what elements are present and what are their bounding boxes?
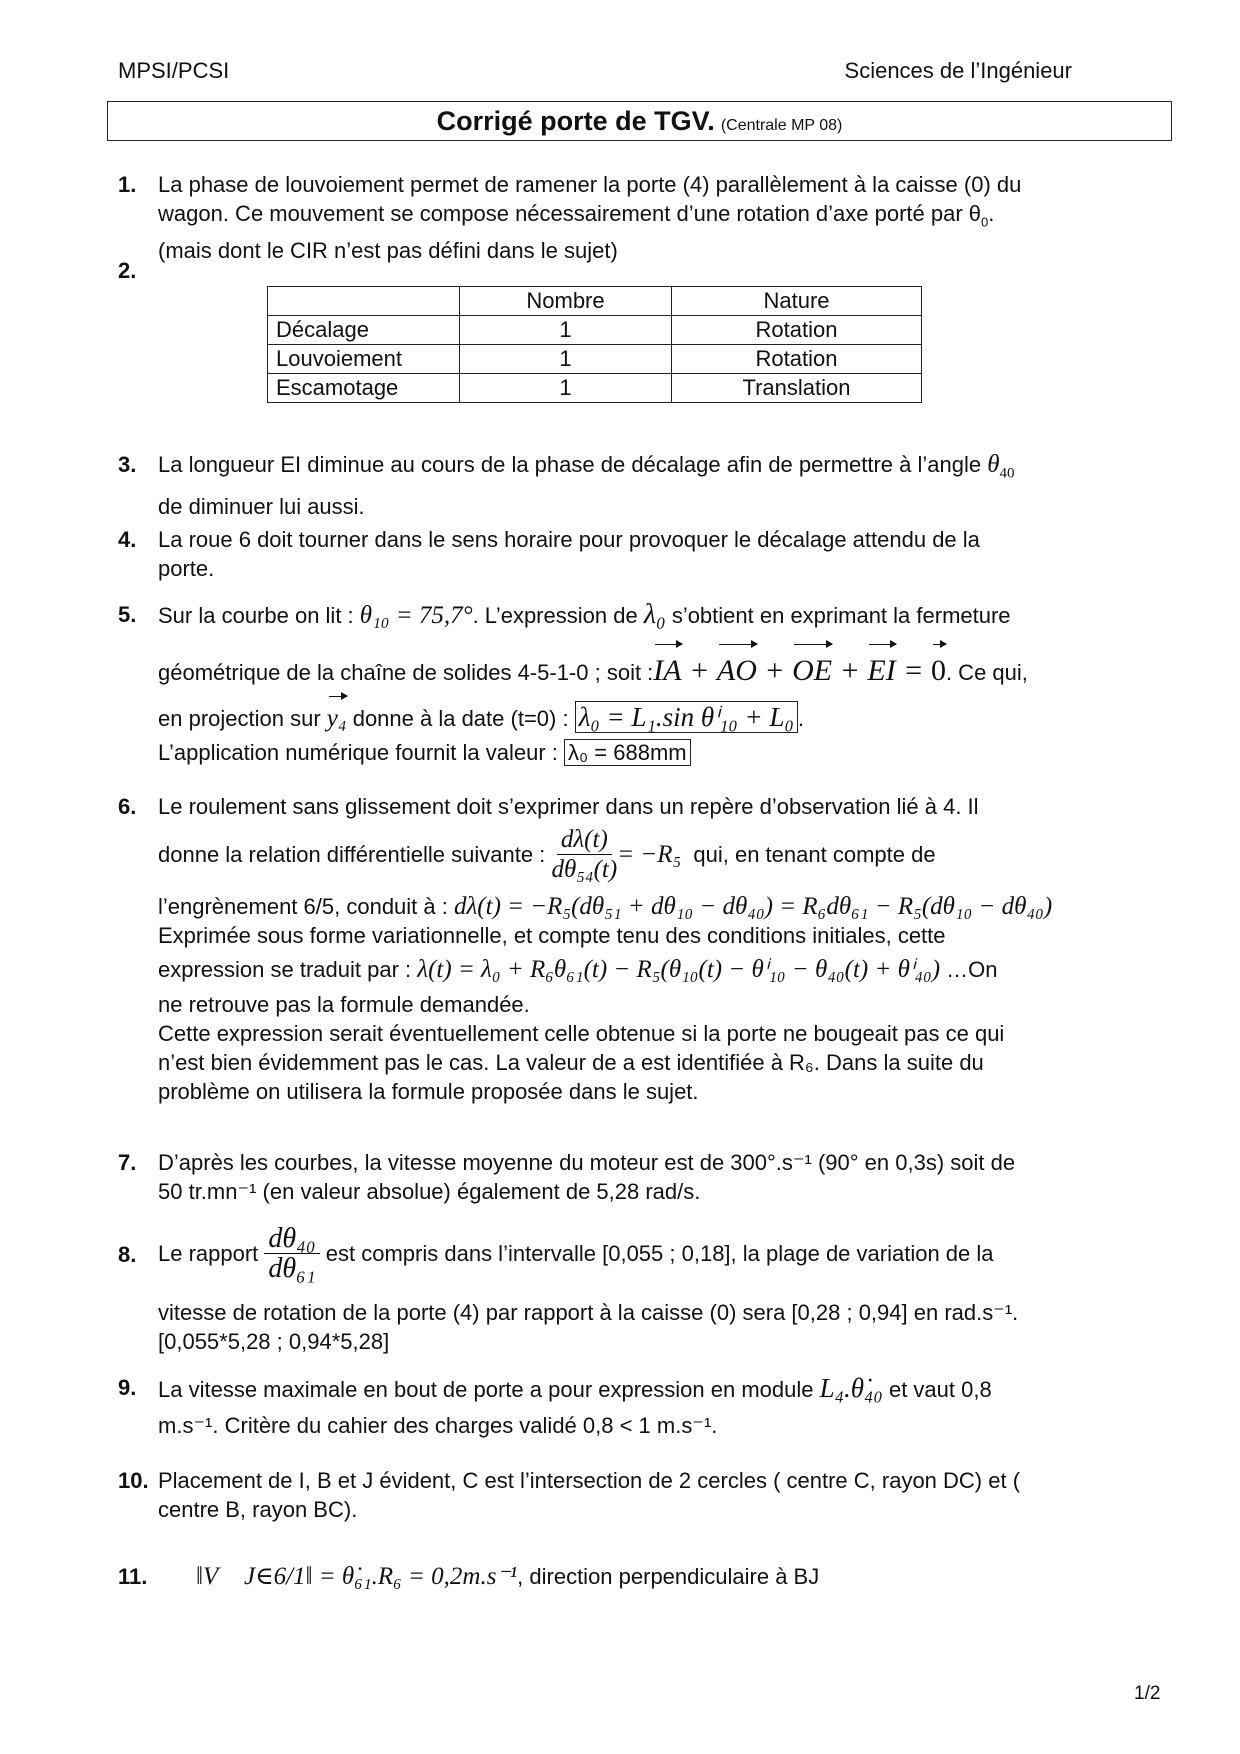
question-number: 4. <box>118 527 137 552</box>
text: La vitesse maximale en bout de porte a pour expression en module <box>158 1377 814 1402</box>
text-line: La roue 6 doit tourner dans le sens horaire pour provoquer le décalage attendu de la <box>158 527 980 552</box>
page-title: Corrigé porte de TGV. <box>436 106 715 136</box>
text-line: 50 tr.mn⁻¹ (en valeur absolue) également de 5,28 rad/s. <box>158 1179 701 1204</box>
math-theta10: θ₁₀ = 75,7° <box>359 602 473 629</box>
text: en projection sur <box>158 706 321 731</box>
text: donne à la date (t=0) : <box>352 706 569 731</box>
text: …On <box>946 957 998 982</box>
question-number: 1. <box>118 172 137 197</box>
text-line: m.s⁻¹. Critère du cahier des charges validé 0,8 < 1 m.s⁻¹. <box>158 1413 718 1438</box>
lambda0-value: λ₀ = 688mm <box>564 739 691 766</box>
text-line: vitesse de rotation de la porte (4) par rapport à la caisse (0) sera [0,28 ; 0,94] en rad.s⁻¹. <box>158 1300 1019 1325</box>
text: de diminuer lui aussi. <box>158 494 365 520</box>
text: Sur la courbe on lit : <box>158 603 354 628</box>
question-number: 6. <box>118 794 137 819</box>
table-cell: 1 <box>460 316 672 345</box>
velocity-formula: ‖V⃗ J∈6/1‖ = θ̇₆₁.R₆ = 0,2m.s⁻¹ <box>196 1563 518 1590</box>
numerator: dλ(t) <box>557 825 612 855</box>
question-7 <box>118 1148 1178 1206</box>
text-line: n’est bien évidemment pas le cas. La valeur de a est identifiée à R₆. Dans la suite du <box>158 1050 984 1075</box>
title-source: (Centrale MP 08) <box>720 117 843 134</box>
text: donne la relation différentielle suivante : <box>158 841 546 867</box>
title-box <box>107 101 1172 141</box>
text: . L’expression de <box>472 603 638 628</box>
table-row <box>268 316 922 345</box>
text: s’obtient en exprimant la fermeture <box>671 603 1011 628</box>
fraction <box>551 825 617 884</box>
text-line: wagon. Ce mouvement se compose nécessairement d’une rotation d’axe porté par θ <box>158 201 982 226</box>
header-right: Sciences de l’Ingénieur <box>844 58 1072 83</box>
math-lambda0: λ₀ <box>643 599 666 630</box>
math-velocity: L₄.θ̇₄₀ <box>819 1373 883 1403</box>
question-9 <box>118 1370 1178 1444</box>
question-number: 3. <box>118 452 137 477</box>
question-number: 9. <box>118 1375 137 1400</box>
question-number: 11. <box>118 1564 148 1589</box>
text-line: D’après les courbes, la vitesse moyenne du moteur est de 300°.s⁻¹ (90° en 0,3s) soit de <box>158 1150 1016 1175</box>
math-theta: θ <box>987 451 1000 478</box>
text-line: porte. <box>158 556 215 581</box>
question-number: 5. <box>118 602 137 627</box>
table-cell: 1 <box>460 374 672 403</box>
math: = −R₅ <box>617 840 682 868</box>
text: expression se traduit par : <box>158 957 412 982</box>
vector: EI <box>867 646 895 696</box>
vector-closure-equation: IA + AO + OE + EI = 0 <box>653 654 946 687</box>
question-3 <box>118 448 1178 524</box>
subscript: 40 <box>999 465 1015 482</box>
text-line: centre B, rayon BC). <box>158 1497 358 1522</box>
page-number: 1/2 <box>1134 1683 1161 1704</box>
table-cell: Rotation <box>672 316 922 345</box>
text-line: Le roulement sans glissement doit s’exprimer dans un repère d’observation lié à 4. Il <box>158 794 979 819</box>
table-header: Nombre <box>460 287 672 316</box>
table-cell: Rotation <box>672 345 922 374</box>
table-header <box>268 287 460 316</box>
question-10 <box>118 1466 1178 1524</box>
text: La longueur EI diminue au cours de la phase de décalage afin de permettre à l’angle <box>158 452 982 477</box>
text-line: (mais dont le CIR n’est pas défini dans le sujet) <box>158 238 618 264</box>
text: et vaut 0,8 <box>888 1377 992 1402</box>
table-row <box>268 345 922 374</box>
gear-equation: dλ(t) = −R₅(dθ₅₁ + dθ₁₀ − dθ₄₀) = R₆dθ₆₁ − R₅(dθ₁₀ − dθ₄₀) <box>453 893 1053 920</box>
text-line: problème on utilisera la formule proposée dans le sujet. <box>158 1079 699 1104</box>
text-line: Cette expression serait éventuellement celle obtenue si la porte ne bougeait pas ce qui <box>158 1021 1005 1046</box>
vector: OE <box>792 646 832 696</box>
text-line: Placement de I, B et J évident, C est l’intersection de 2 cercles ( centre C, rayon DC) et ( <box>158 1468 1021 1493</box>
question-4 <box>118 525 1178 583</box>
vector: AO <box>717 646 757 696</box>
question-1: 1. La phase de louvoiement permet de ramener la porte (4) parallèlement à la caisse (0) du wagon. Ce mouvement se compose nécessairement d’une rotation d’axe porté par $\theta_0$. (mais dont le CIR n’est pas défini dans le sujet) <box>118 170 1178 265</box>
text: est compris dans l’intervalle [0,055 ; 0,18], la plage de variation de la <box>325 1240 994 1266</box>
table-row <box>268 374 922 403</box>
numerator: dθ₄₀ <box>264 1224 319 1254</box>
question-5: 5. Sur la courbe on lit : θ₁₀ = 75,7°. L’expression de λ₀ s’obtient en exprimant la fermeture géométrique de la chaîne de solides 4-5-1-0 ; soit :IA + AO + OE + EI = 0. Ce qui, en projection sur y₄ donne à la date (t=0) : λ₀ = L₁.sin θⁱ₁₀ + L₀ . L’application numérique fournit la valeur : λ₀ = 688mm <box>118 599 1028 765</box>
table-cell: Escamotage <box>268 374 460 403</box>
denominator: dθ₅₄(t) <box>551 855 618 883</box>
table-cell: Translation <box>672 374 922 403</box>
lambda0-formula: λ₀ = L₁.sin θⁱ₁₀ + L₀ <box>575 701 798 733</box>
text-line: ne retrouve pas la formule demandée. <box>158 992 530 1017</box>
table-cell: 1 <box>460 345 672 374</box>
math-y4: y₄ <box>327 698 347 740</box>
lambda-equation: λ(t) = λ₀ + R₆θ₆₁(t) − R₅(θ₁₀(t) − θⁱ₁₀ − θ₄₀(t) + θⁱ₄₀) <box>417 956 941 983</box>
header-left: MPSI/PCSI <box>118 58 230 83</box>
question-number: 10. <box>118 1468 149 1493</box>
subscript: 0 <box>981 214 989 230</box>
question-number: 7. <box>118 1150 137 1175</box>
text-line: [0,055*5,28 ; 0,94*5,28] <box>158 1329 390 1354</box>
table-cell: Décalage <box>268 316 460 345</box>
text: . Ce qui, <box>945 660 1028 685</box>
text-line: Exprimée sous forme variationnelle, et compte tenu des conditions initiales, cette <box>158 923 946 948</box>
text: géométrique de la chaîne de solides 4-5-1-0 ; soit : <box>158 660 654 685</box>
table-header: Nature <box>672 287 922 316</box>
text: qui, en tenant compte de <box>693 841 936 867</box>
question-number: 8. <box>118 1242 137 1267</box>
text: , direction perpendiculaire à BJ <box>517 1564 820 1589</box>
question-6 <box>118 792 1178 1106</box>
text: Le rapport <box>158 1240 259 1266</box>
question-8 <box>118 1208 1178 1356</box>
question-number: 2. <box>118 258 137 283</box>
movement-table <box>267 286 922 403</box>
question-11 <box>118 1562 1178 1591</box>
fraction <box>264 1224 319 1283</box>
denominator: dθ₆₁ <box>268 1252 316 1284</box>
text: l’engrènement 6/5, conduit à : <box>158 894 448 919</box>
text-line: La phase de louvoiement permet de ramener la porte (4) parallèlement à la caisse (0) du <box>158 172 1022 197</box>
table-cell: Louvoiement <box>268 345 460 374</box>
vector: IA <box>653 646 681 696</box>
vector: 0 <box>931 646 946 696</box>
text: L’application numérique fournit la valeur : <box>158 740 558 765</box>
